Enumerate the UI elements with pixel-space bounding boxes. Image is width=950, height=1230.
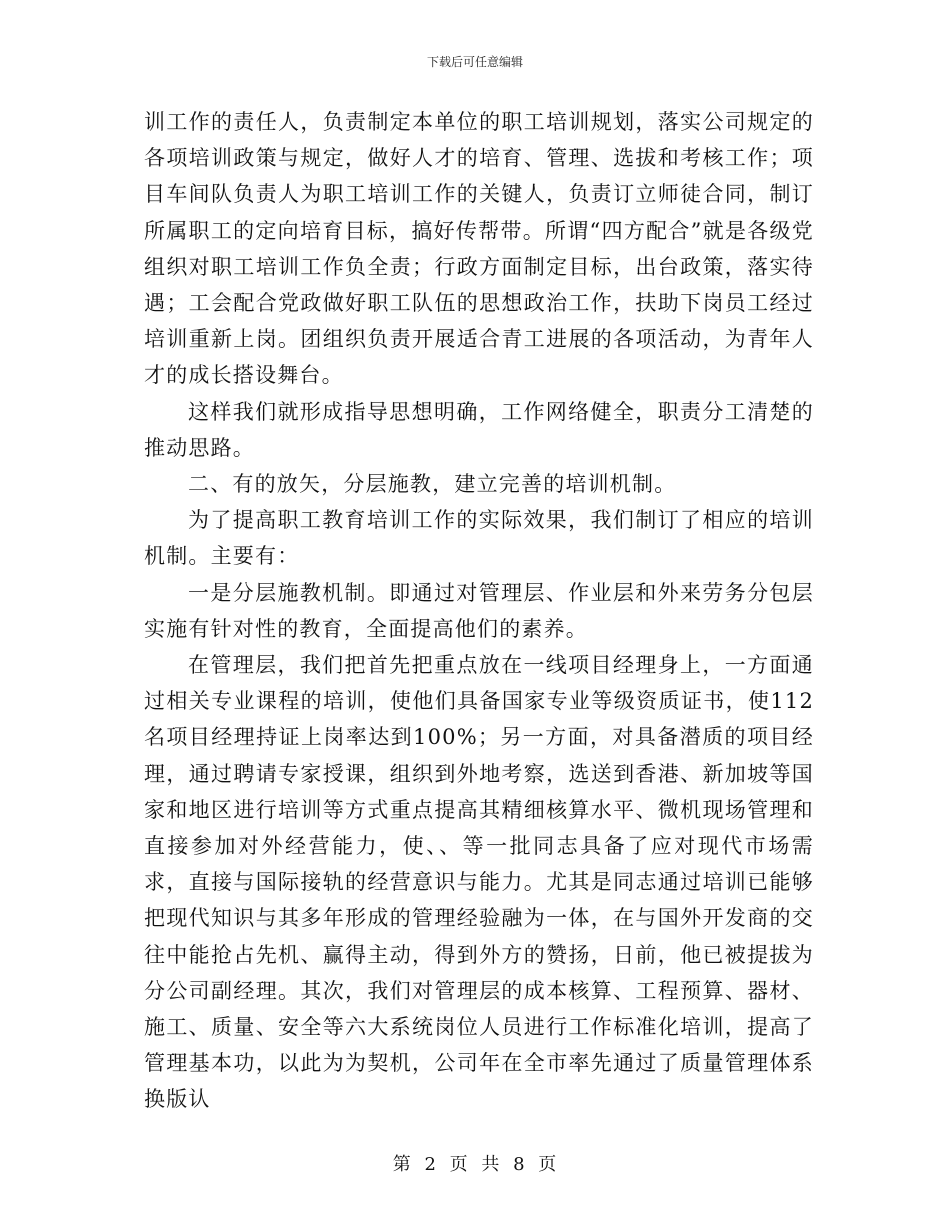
paragraph-3: 为了提高职工教育培训工作的实际效果，我们制订了相应的培训机制。主要有： xyxy=(144,508,814,569)
total-page-count: 8 xyxy=(513,1154,526,1175)
section-heading: 二、有的放矢，分层施教，建立完善的培训机制。 xyxy=(188,472,677,497)
page-footer xyxy=(0,1153,950,1177)
page-header: 下载后可任意编辑 xyxy=(426,55,523,69)
footer-suffix: 页 xyxy=(538,1154,558,1175)
footer-page-word: 页 xyxy=(449,1154,469,1175)
footer-prefix: 第 xyxy=(392,1154,412,1175)
paragraph-2: 这样我们就形成指导思想明确，工作网络健全，职责分工清楚的推动思路。 xyxy=(144,399,814,460)
footer-total-prefix: 共 xyxy=(481,1154,501,1175)
document-body xyxy=(144,104,814,1118)
paragraph-1: 训工作的责任人，负责制定本单位的职工培训规划，落实公司规定的各项培训政策与规定，做好人才的培育、管理、选拔和考核工作；项目车间队负责人为职工培训工作的关键人，负责订立师徒合同，制订所属职工的定向培育目标，搞好传帮带。所谓“四方配合”就是各级党组织对职工培训工作负全责；行政方面制定目标，出台政策，落实待遇；工会配合党政做好职工队伍的思想政治工作，扶助下岗员工经过培训重新上岗。团组织负责开展适合青工进展的各项活动，为青年人才的成长搭设舞台。 xyxy=(144,110,814,388)
paragraph-5: 在管理层，我们把首先把重点放在一线项目经理身上，一方面通过相关专业课程的培训，使他们具备国家专业等级资质证书，使112名项目经理持证上岗率达到100%；另一方面，对具备潜质的项目经理，通过聘请专家授课，组织到外地考察，选送到香港、新加坡等国家和地区进行培训等方式重点提高其精细核算水平、微机现场管理和直接参加对外经营能力，使、、等一批同志具备了应对现代市场需求，直接与国际接轨的经营意识与能力。尤其是同志通过培训已能够把现代知识与其多年形成的管理经验融为一体，在与国外开发商的交往中能抢占先机、赢得主动，得到外方的赞扬，日前，他已被提拔为分公司副经理。其次，我们对管理层的成本核算、工程预算、器材、施工、质量、安全等六大系统岗位人员进行工作标准化培训，提高了管理基本功，以此为为契机，公司年在全市率先通过了质量管理体系换版认 xyxy=(144,653,814,1112)
paragraph-4: 一是分层施教机制。即通过对管理层、作业层和外来劳务分包层实施有针对性的教育，全面提高他们的素养。 xyxy=(144,580,814,641)
current-page-number: 2 xyxy=(424,1154,437,1175)
